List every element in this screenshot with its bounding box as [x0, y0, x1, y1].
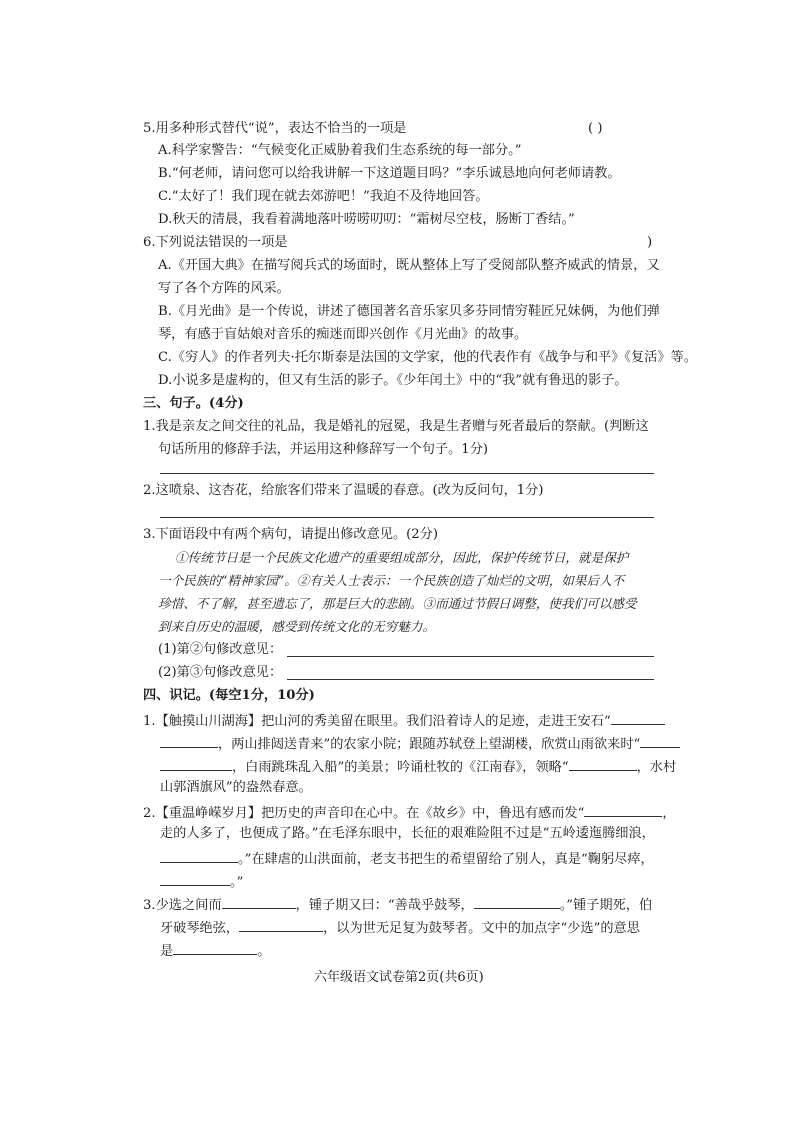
- s3-passage-line2: 一个民族的“精神家园”。②有关人士表示：一个民族创造了灿烂的文明，如果后人不: [158, 573, 625, 588]
- s4-q1-blank1b[interactable]: [160, 733, 218, 748]
- s4-q1-text-b: ，两山排闼送青来”的农家小院；跟随苏轼登上望湖楼，欣赏山雨欲来时“: [218, 737, 641, 752]
- s4-q1-text-d: ，水村: [636, 760, 677, 775]
- q6-option-a-line1: A.《开国大典》在描写阅兵式的场面时，既从整体上写了受阅部队整齐威武的情景，又: [158, 258, 660, 273]
- s4-q3-line2: [160, 917, 640, 938]
- s4-q1-line2: [160, 733, 680, 754]
- s4-q3-text-g: 。: [257, 944, 271, 959]
- s4-q1-text-a: 1.【触摸山川湖海】把山河的秀美留在眼里。我们沿着诗人的足迹，走进王安石“: [143, 714, 611, 729]
- s3-fix-2-label: (1)第②句修改意见：: [158, 642, 283, 657]
- s4-q3-text-d: 牙破琴绝弦，: [160, 921, 240, 936]
- q5-answer-paren[interactable]: ( ): [588, 121, 603, 136]
- q5-option-d: D.秋天的清晨，我看着满地落叶唠唠叨叨：“霜树尽空枝，肠断丁香结。”: [158, 212, 575, 227]
- s4-q3-blank4[interactable]: [173, 940, 257, 955]
- s3-passage-line3: 珍惜、不了解，甚至遗忘了，那是巨大的悲剧。③而通过节假日调整，使我们可以感受: [158, 596, 637, 611]
- s4-q1-line4: 山郭酒旗风”的盎然春意。: [160, 780, 312, 795]
- q6-option-a-line2: 写了各个方阵的风采。: [158, 281, 290, 296]
- s4-q3-blank1[interactable]: [222, 894, 296, 909]
- s3-q2-answer-line[interactable]: [160, 517, 654, 518]
- s4-q2-line2: 走的人多了，也便成了路。”在毛泽东眼中，长征的艰难险阻不过是“五岭逶迤腾细浪，: [160, 826, 655, 841]
- s4-q3-blank2[interactable]: [474, 894, 560, 909]
- s4-q1-blank2b[interactable]: [160, 756, 232, 771]
- s4-q2-blank3[interactable]: [160, 871, 230, 886]
- s3-fix-3-label: (2)第③句修改意见：: [158, 665, 283, 680]
- q5-option-a: A.科学家警告：“气候变化正威胁着我们生态系统的每一部分。”: [158, 143, 522, 158]
- s3-q1-line2: 句话所用的修辞手法，并运用这种修辞写一个句子。1分): [158, 442, 489, 457]
- s4-q2-text-d: 。”: [230, 875, 244, 890]
- s3-fix-2-answer-line[interactable]: [287, 656, 654, 657]
- s4-q3-text-c: 。”锺子期死，伯: [559, 898, 653, 913]
- s4-q3-line3: [160, 940, 270, 961]
- q6-answer-paren[interactable]: ): [647, 235, 653, 250]
- s4-q1-blank2a[interactable]: [640, 733, 680, 748]
- q6-option-b-line1: B.《月光曲》是一个传说，讲述了德国著名音乐家贝多芬同情穷鞋匠兄妹俩，为他们弹: [158, 304, 660, 319]
- s3-passage-line1: ①传统节日是一个民族文化遗产的重要组成部分，因此，保护传统节日，就是保护: [175, 550, 629, 565]
- section3-heading: 三、句子。(4分): [143, 396, 244, 411]
- s4-q1-line3: [160, 756, 676, 777]
- q6-stem: 6.下列说法错误的一项是: [143, 235, 288, 250]
- s4-q1-blank3[interactable]: [569, 756, 637, 771]
- s4-q2-text-b: ，: [662, 806, 676, 821]
- s4-q2-blank2[interactable]: [160, 848, 238, 863]
- s4-q1-text-c: ，白雨跳珠乱入船”的美景；吟诵杜牧的《江南春》，领略“: [232, 760, 569, 775]
- q5-stem: 5.用多种形式替代“说”，表达不恰当的一项是: [143, 121, 407, 136]
- s3-fix-3-answer-line[interactable]: [287, 679, 654, 680]
- s4-q2-text-a: 2.【重温峥嵘岁月】把历史的声音印在心中。在《故乡》中，鲁迅有感而发“: [143, 806, 585, 821]
- s4-q2-line1: [143, 802, 676, 823]
- section4-heading: 四、识记。(每空1分，10分): [143, 688, 315, 703]
- q5-option-b: B.“何老师，请问您可以给我讲解一下这道题目吗？”李乐诚恳地向何老师请教。: [158, 166, 621, 181]
- s3-q2: 2.这喷泉、这杏花，给旅客们带来了温暖的春意。(改为反问句，1分): [143, 483, 544, 498]
- q5-option-c: C.“太好了！我们现在就去郊游吧！”我迫不及待地回答。: [158, 189, 489, 204]
- s4-q1-blank1a[interactable]: [611, 710, 665, 725]
- s4-q3-blank3[interactable]: [239, 917, 323, 932]
- q6-option-c: C.《穷人》的作者列夫·托尔斯泰是法国的文学家，他的代表作有《战争与和平》《复活》等。: [158, 350, 697, 365]
- s4-q3-text-e: ，以为世无足复为鼓琴者。文中的加点字“少选”的意思: [323, 921, 640, 936]
- s4-q2-blank1[interactable]: [584, 802, 662, 817]
- s3-q3: 3.下面语段中有两个病句，请提出修改意见。(2分): [143, 527, 439, 542]
- page-footer: 六年级语文试卷第2页(共6页): [314, 970, 484, 985]
- s4-q3-line1: [143, 894, 652, 915]
- s4-q1-line1: [143, 710, 665, 731]
- s4-q2-line3: [160, 848, 654, 869]
- s4-q2-line4: [160, 871, 243, 892]
- s4-q3-text-f: 是: [160, 944, 174, 959]
- q6-option-b-line2: 琴，有感于盲姑娘对音乐的痴迷而即兴创作《月光曲》的故事。: [158, 327, 528, 342]
- s3-passage-line4: 到来自历史的温暖，感受到传统文化的无穷魅力。: [158, 619, 436, 634]
- s4-q3-text-a: 3.少选之间而: [143, 898, 222, 913]
- q6-option-d: D.小说多是虚构的，但又有生活的影子。《少年闰土》中的“我”就有鲁迅的影子。: [158, 373, 628, 388]
- s3-q1-line1: 1.我是亲友之间交往的礼品，我是婚礼的冠冕，我是生者赠与死者最后的祭献。(判断这: [143, 419, 649, 434]
- s4-q2-text-c: 。”在肆虐的山洪面前，老支书把生的希望留给了别人，真是“鞠躬尽瘁，: [238, 852, 654, 867]
- s3-q1-answer-line[interactable]: [160, 473, 654, 474]
- s4-q3-text-b: ，锺子期又曰：“善哉乎鼓琴，: [295, 898, 474, 913]
